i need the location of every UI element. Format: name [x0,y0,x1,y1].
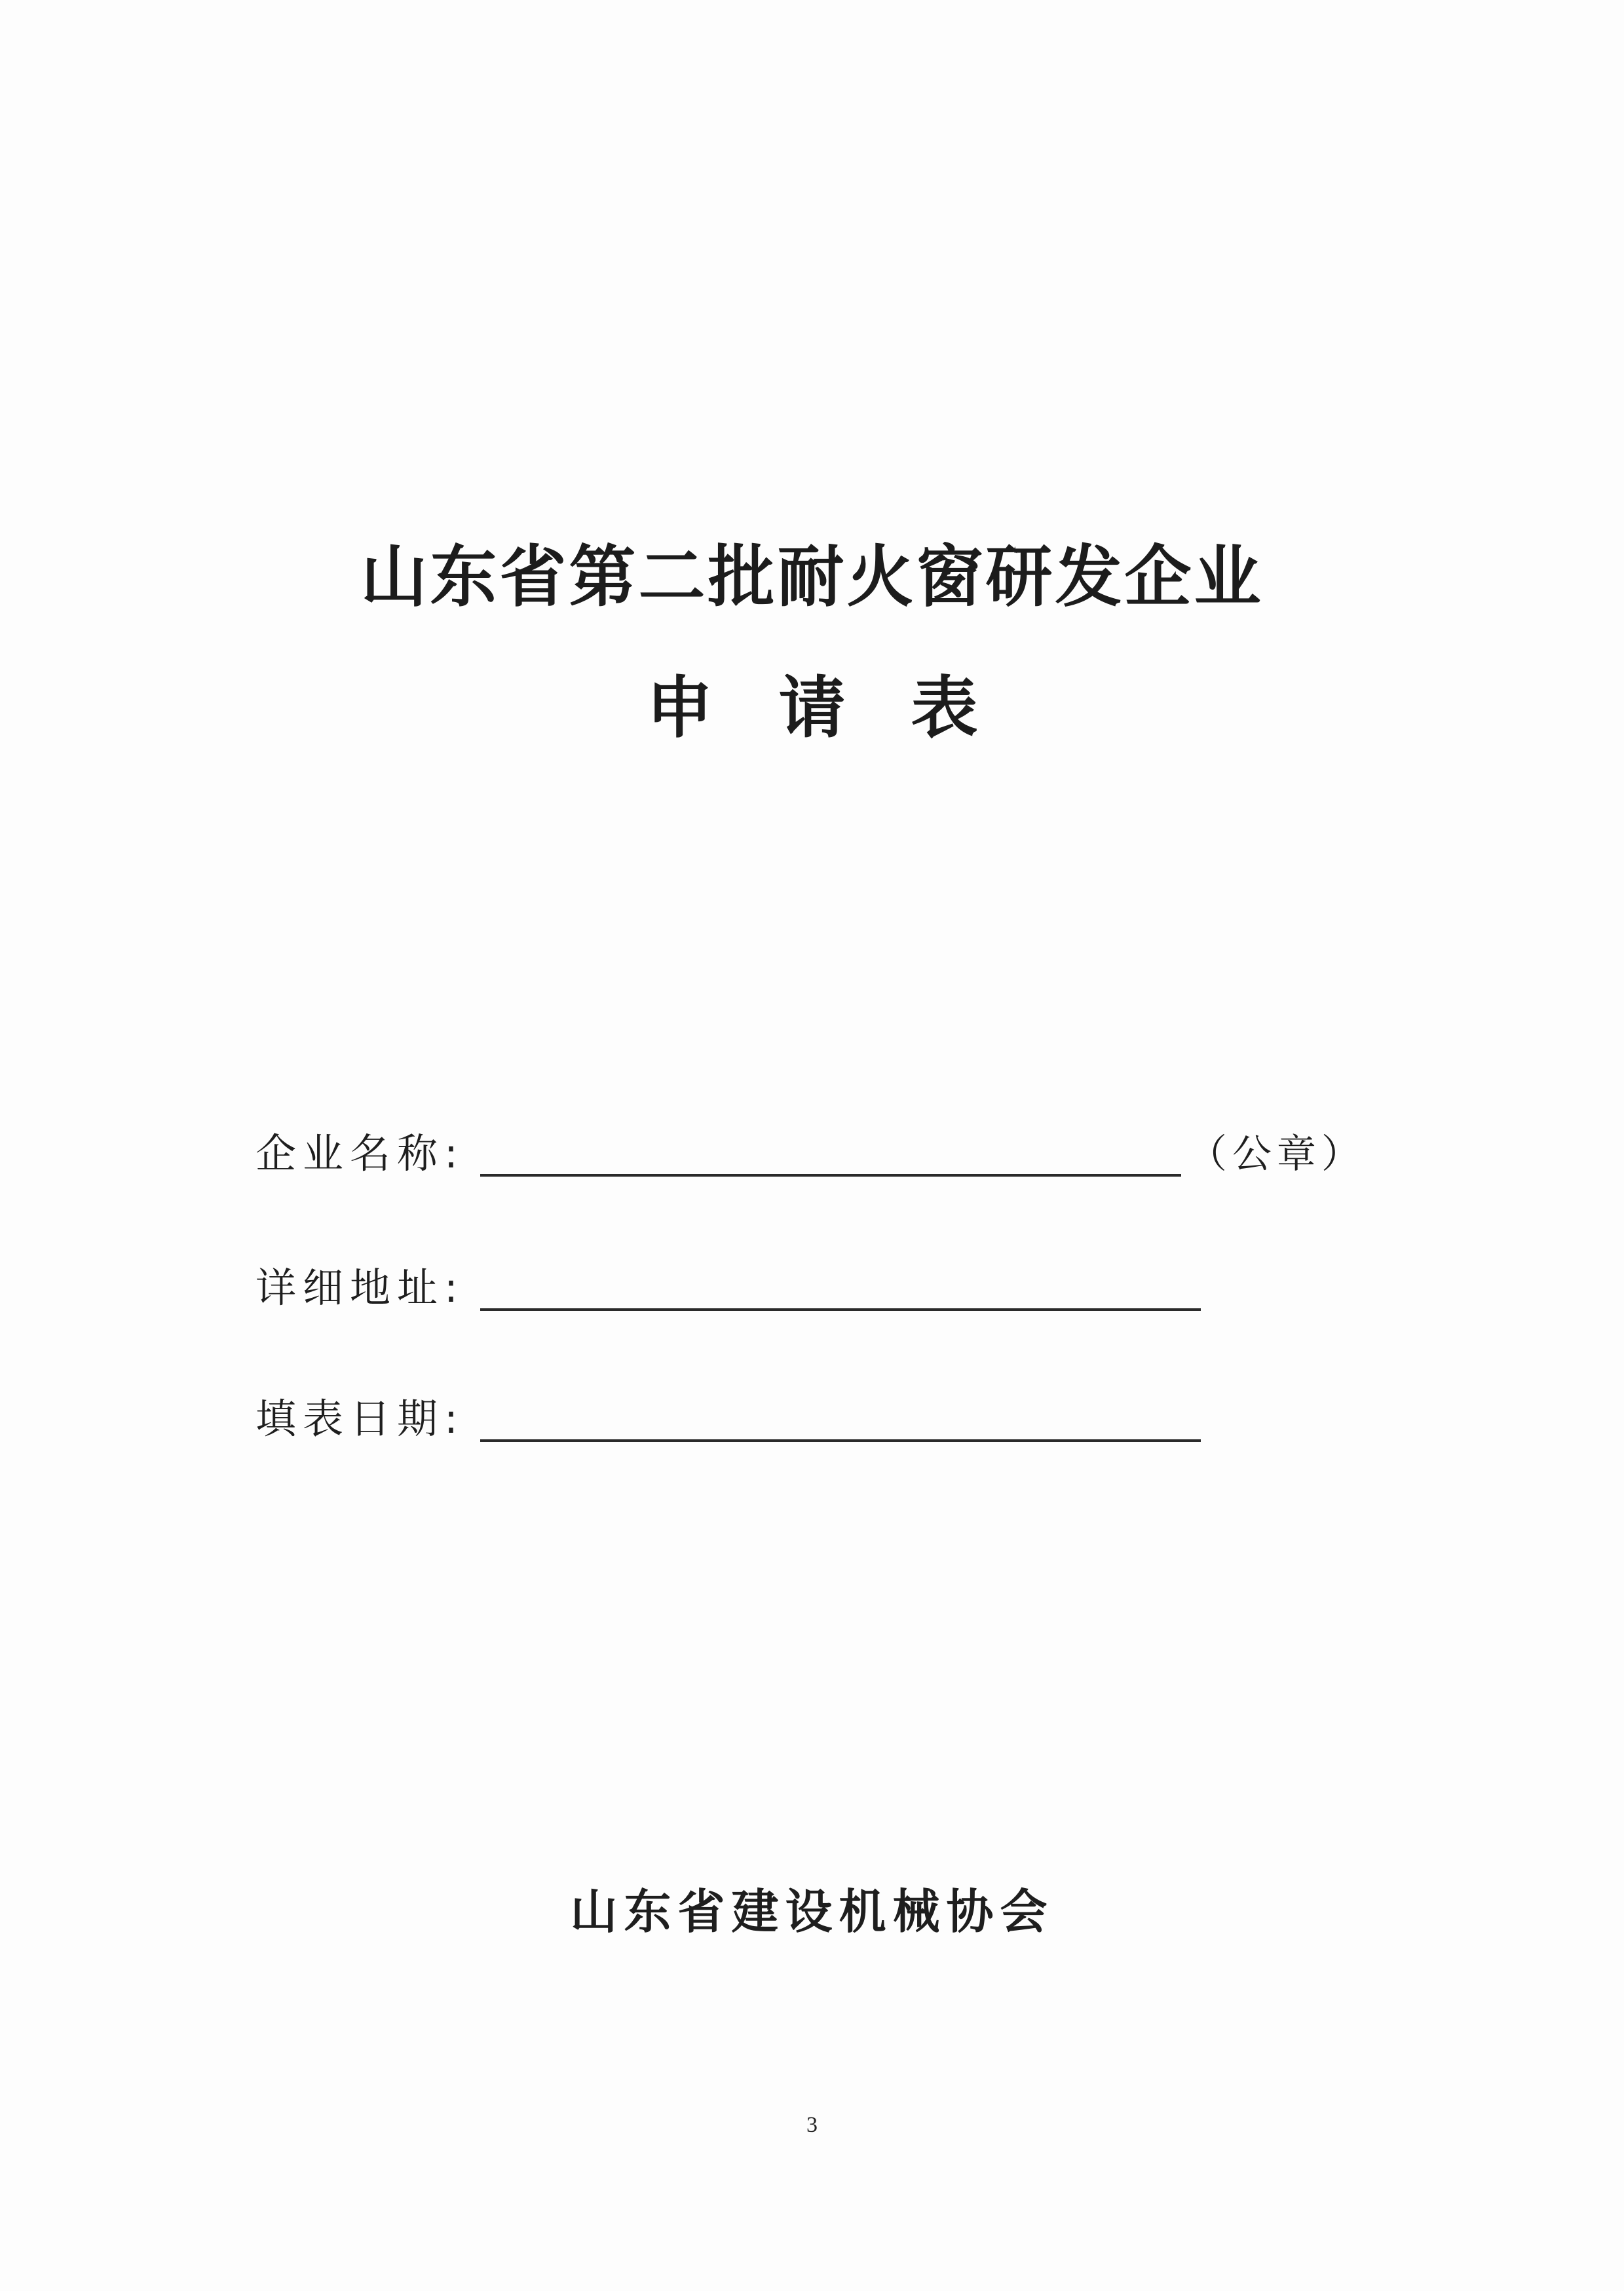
address-blank-line [480,1308,1201,1311]
document-title: 山东省第二批耐火窗研发企业 [360,538,1264,616]
address-field [255,1255,1201,1314]
company-name-blank-line [480,1174,1181,1177]
page-number: 3 [806,2113,818,2137]
address-label: 详细地址: [255,1264,464,1312]
company-name-label: 企业名称: [255,1129,464,1177]
fill-date-blank-line [480,1439,1201,1442]
issuing-organization: 山东省建设机械协会 [570,1884,1054,1939]
fill-date-label: 填表日期: [255,1395,464,1443]
official-seal-note: （公章） [1187,1131,1366,1177]
document-subtitle: 申请表 [646,669,1044,748]
fill-date-field [255,1386,1201,1445]
company-name-field [255,1120,1366,1179]
